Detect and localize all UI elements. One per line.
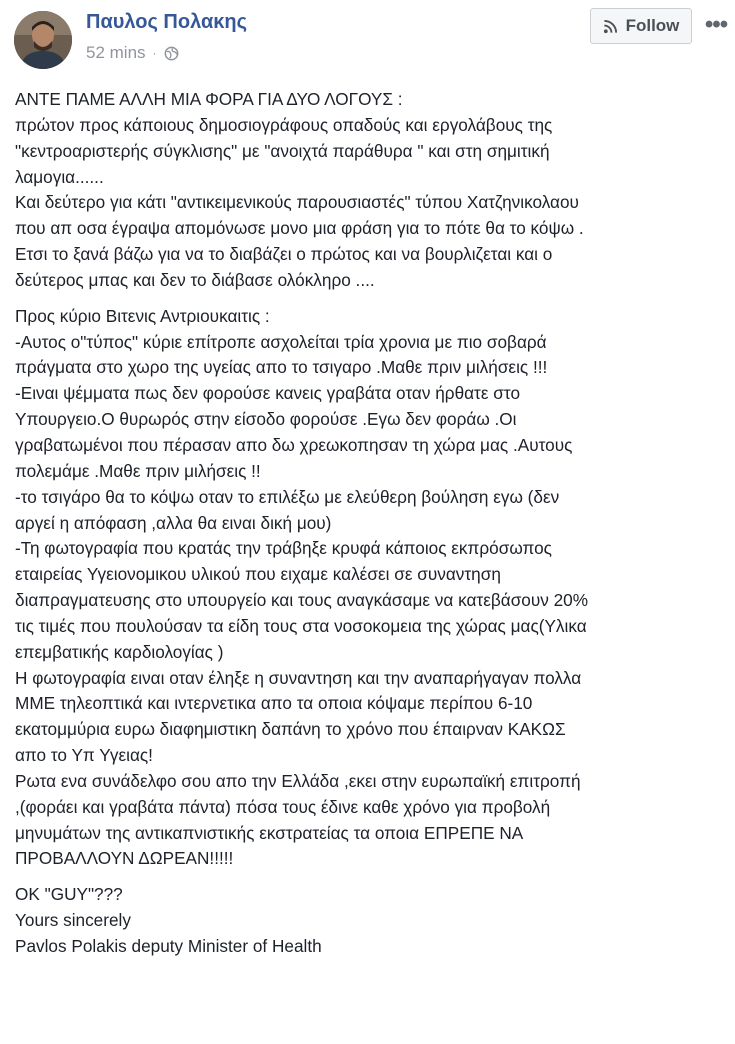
post-text-line: πράγματα στο χωρο της υγείας απο το τσιγαρο .Μαθε πριν μιλήσεις !!!: [15, 357, 548, 378]
post-header: [0, 0, 735, 80]
meta-separator: ·: [152, 46, 157, 60]
profile-photo: [14, 11, 72, 69]
post-text-line: απο το Υπ Υγειας!: [15, 745, 153, 766]
post-text-line: εταιρείας Υγειονομικου υλικού που ειχαμε καλέσει σε συναντηση: [15, 564, 501, 585]
post-text-line: που απ οσα έγραψα απομόνωσε μονο μια φράση για το πότε θα το κόψω .: [15, 218, 584, 239]
post-text-line: Yours sincerely: [15, 910, 131, 931]
post-text-line: Υπουργειο.Ο θυρωρός στην είσοδο φορούσε .Εγω δεν φοράω .Οι: [15, 409, 517, 430]
post-timestamp[interactable]: 52 mins: [86, 43, 146, 62]
post-text-line: -το τσιγάρο θα το κόψω οταν το επιλέξω με ελεύθερη βούληση εγω (δεν: [15, 486, 560, 507]
post-meta: [86, 43, 179, 63]
post-text-line: ΜΜΕ τηλεοπτικά και ιντερνετικα απο τα οποια κόψαμε περίπου 6-10: [15, 693, 533, 714]
post-text-line: Προς κύριο Βιτενις Αντριουκαιτις :: [15, 305, 270, 326]
post-text-line: "κεντροαριστερής σύγκλισης" με "ανοιχτά παράθυρα " και στη σημιτική: [15, 140, 550, 161]
post-paragraph: [15, 304, 727, 873]
post-text-line: γραβατωμένοι που πέρασαν απο δω χρεωκοπησαν τη χώρα μας .Αυτους: [15, 434, 573, 455]
post-text-line: Και δεύτερο για κάτι "αντικειμενικούς παρουσιαστές" τύπου Χατζηνικολαου: [15, 192, 579, 213]
post-text-line: ΠΡΟΒΑΛΛΟΥΝ ΔΩΡΕΑΝ!!!!!: [15, 848, 234, 869]
post-text-line: Ρωτα ενα συνάδελφο σου απο την Ελλάδα ,εκει στην ευρωπαϊκή επιτροπή: [15, 770, 581, 791]
post-text-line: πρώτον προς κάποιους δημοσιογράφους οπαδούς και εργολάβους της: [15, 114, 553, 135]
rss-icon: [603, 19, 618, 34]
globe-icon[interactable]: [164, 46, 179, 61]
post-text-line: επεμβατικής καρδιολογίας ): [15, 641, 224, 662]
post-text-line: -Αυτος ο"τύπος" κύριε επίτροπε ασχολείται τρία χρονια με πιο σοβαρά: [15, 331, 547, 352]
post-text-line: Η φωτογραφία ειναι οταν έληξε η συναντηση και την αναπαρήγαγαν πολλα: [15, 667, 582, 688]
post-text-line: λαμογια......: [15, 166, 104, 187]
follow-label: Follow: [625, 16, 680, 35]
post-paragraph: [15, 87, 727, 294]
post-text-line: πολεμάμε .Μαθε πριν μιλήσεις !!: [15, 460, 261, 481]
post-text-line: -Τη φωτογραφία που κρατάς την τράβηξε κρυφά κάποιος εκπρόσωπος: [15, 538, 552, 559]
post-text-line: διαπραγματευσης στο υπουργείο και τους αναγκάσαμε να κατεβάσουν 20%: [15, 590, 589, 611]
post-text-line: ΑΝΤΕ ΠΑΜΕ ΑΛΛΗ ΜΙΑ ΦΟΡΑ ΓΙΑ ΔΥΟ ΛΟΓΟΥΣ :: [15, 89, 403, 109]
post-text-line: μηνυμάτων της αντικαπνιστικής εκστρατείας τα οποια ΕΠΡΕΠΕ ΝΑ: [15, 822, 524, 843]
post-text-line: ,(φοράει και γραβάτα πάντα) πόσα τους έδινε καθε χρόνο για προβολή: [15, 796, 551, 817]
post-text-line: Pavlos Polakis deputy Minister of Health: [15, 936, 322, 956]
post-text-line: -Ειναι ψέμματα πως δεν φορούσε κανεις γραβάτα οταν ήρθατε στο: [15, 383, 520, 404]
post-text-line: τις τιμές που πουλούσαν τα είδη τους στα νοσοκομεια της χώρας μας(Υλικα: [15, 615, 587, 636]
post-text-line: εκατομμύρια ευρω διαφημιστικη δαπάνη το χρόνο που έπαιρναν ΚΑΚΩΣ: [15, 719, 566, 740]
post-text-line: OK "GUY"???: [15, 884, 123, 905]
avatar[interactable]: [14, 11, 72, 69]
post-text-line: αργεί η απόφαση ,αλλα θα ειναι δική μου): [15, 512, 332, 533]
more-options-icon[interactable]: •••: [704, 11, 728, 38]
post-body: [15, 87, 727, 970]
author-name[interactable]: Παυλος Πολακης: [86, 11, 248, 33]
post-text-line: Ετσι το ξανά βάζω για να το διαβάζει ο πρώτος και να βουρλιζεται και ο: [15, 244, 553, 265]
post-text-line: δεύτερος μπας και δεν το διάβασε ολόκληρο ....: [15, 269, 375, 290]
follow-button[interactable]: [590, 8, 692, 44]
post-paragraph: [15, 882, 727, 960]
